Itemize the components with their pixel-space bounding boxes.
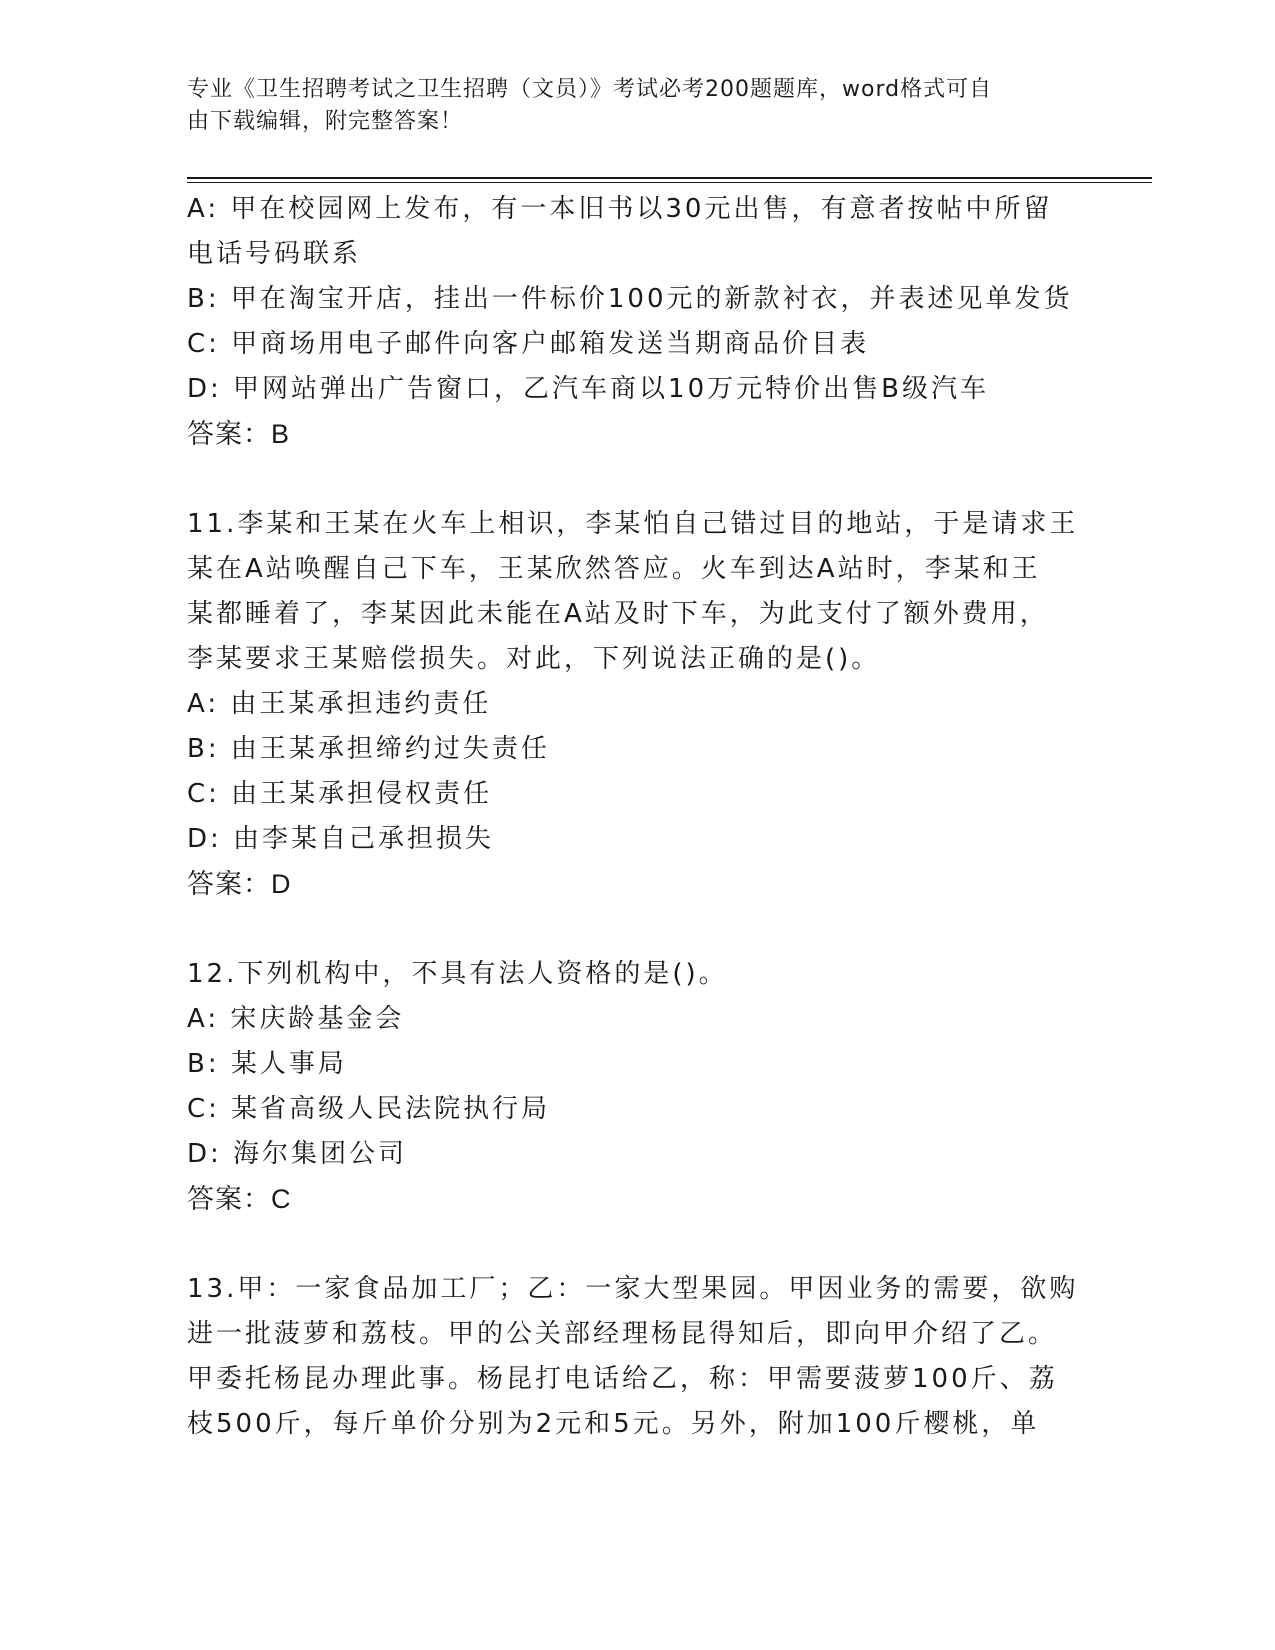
q13-stem-line-3: 甲委托杨昆办理此事。杨昆打电话给乙，称：甲需要菠萝100斤、荔: [187, 1364, 1058, 1394]
question-12: [187, 952, 1087, 1222]
q11-option-b: B: 由王某承担缔约过失责任: [187, 734, 550, 764]
q13-stem-line-1: 13.甲：一家食品加工厂；乙：一家大型果园。甲因业务的需要，欲购: [187, 1274, 1079, 1304]
question-11: [187, 502, 1087, 907]
q12-option-a: A: 宋庆龄基金会: [187, 1004, 405, 1034]
question-10: [187, 187, 1087, 457]
header-divider-thin: [187, 182, 1152, 183]
header-title-line-1: 专业《卫生招聘考试之卫生招聘（文员）》考试必考200题题库，word格式可自: [187, 77, 993, 102]
q10-answer: 答案：B: [187, 419, 291, 449]
q13-stem-line-2: 进一批菠萝和荔枝。甲的公关部经理杨昆得知后，即向甲介绍了乙。: [187, 1319, 1058, 1349]
q12-option-c: C: 某省高级人民法院执行局: [187, 1094, 551, 1124]
q10-option-b: B: 甲在淘宝开店，挂出一件标价100元的新款衬衣，并表述见单发货: [187, 284, 1073, 314]
document-header: [187, 74, 1067, 138]
q11-stem-line-2: 某在A站唤醒自己下车，王某欣然答应。火车到达A站时，李某和王: [187, 554, 1041, 584]
header-title-line-2: 由下载编辑，附完整答案！: [187, 109, 464, 134]
q11-stem-line-4: 李某要求王某赔偿损失。对此，下列说法正确的是()。: [187, 644, 881, 674]
q10-option-a-line-2: 电话号码联系: [187, 239, 362, 269]
question-13: [187, 1267, 1087, 1447]
q10-option-d: D: 甲网站弹出广告窗口，乙汽车商以10万元特价出售B级汽车: [187, 374, 989, 404]
document-body: [187, 187, 1087, 1447]
q10-option-a-line-1: A: 甲在校园网上发布，有一本旧书以30元出售，有意者按帖中所留: [187, 194, 1053, 224]
header-divider-thick: [187, 177, 1152, 179]
q11-stem-line-1: 11.李某和王某在火车上相识，李某怕自己错过目的地站，于是请求王: [187, 509, 1079, 539]
q12-option-d: D: 海尔集团公司: [187, 1139, 408, 1169]
q11-option-a: A: 由王某承担违约责任: [187, 689, 492, 719]
q12-answer: 答案：C: [187, 1184, 292, 1214]
q11-stem-line-3: 某都睡着了，李某因此未能在A站及时下车，为此支付了额外费用，: [187, 599, 1049, 629]
q11-option-d: D: 由李某自己承担损失: [187, 824, 495, 854]
q11-answer: 答案：D: [187, 869, 292, 899]
q11-option-c: C: 由王某承担侵权责任: [187, 779, 493, 809]
q12-stem: 12.下列机构中，不具有法人资格的是()。: [187, 959, 728, 989]
spacer: [187, 1222, 1087, 1267]
q13-stem-line-4: 枝500斤，每斤单价分别为2元和5元。另外，附加100斤樱桃，单: [187, 1409, 1040, 1439]
q12-option-b: B: 某人事局: [187, 1049, 347, 1079]
q10-option-c: C: 甲商场用电子邮件向客户邮箱发送当期商品价目表: [187, 329, 870, 359]
spacer: [187, 907, 1087, 952]
spacer: [187, 457, 1087, 502]
